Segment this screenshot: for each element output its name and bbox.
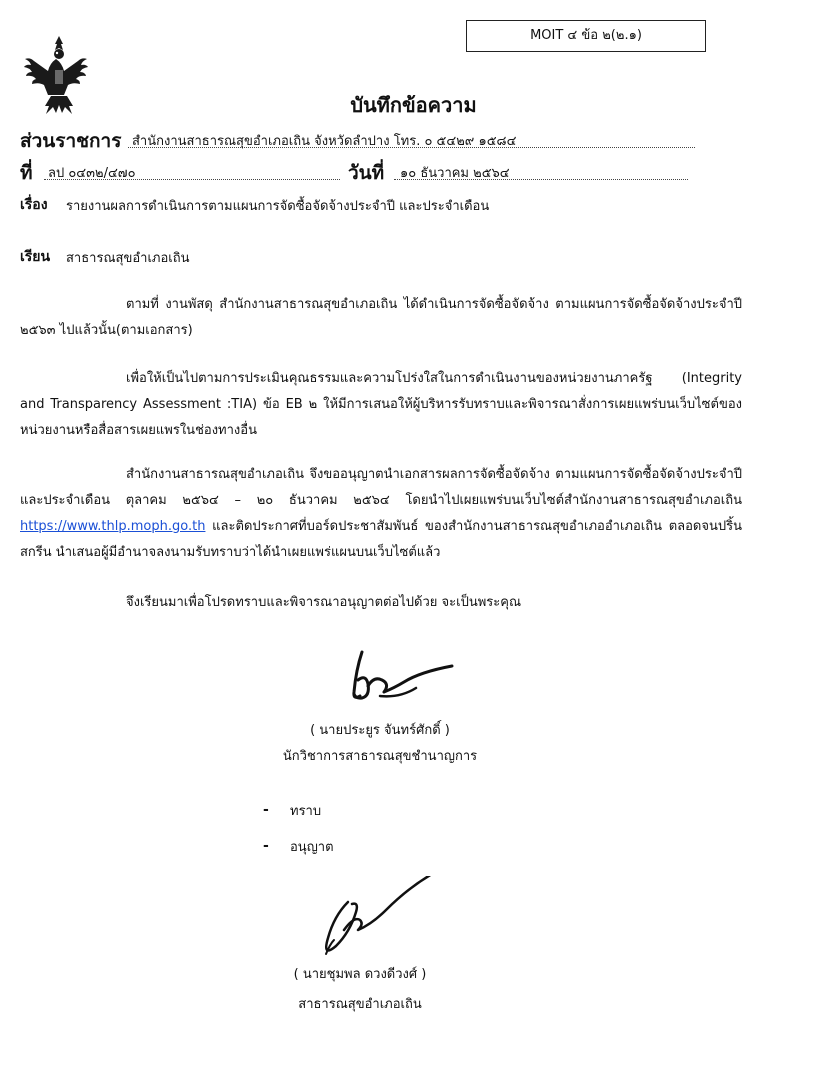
paragraph-3 — [20, 462, 742, 566]
signature-1-image — [340, 640, 470, 710]
decision-approve: อนุญาต — [290, 840, 334, 855]
salutation-value: สาธารณสุขอำเภอเถิน — [66, 251, 190, 266]
signer-2-name: ( นายชุมพล ดวงดีวงศ์ ) — [293, 967, 427, 982]
decision-acknowledge: ทราบ — [290, 804, 322, 819]
decision-dash-1: - — [263, 802, 269, 818]
agency-value: สำนักงานสาธารณสุขอำเภอเถิน จังหวัดลำปาง โทร. ๐ ๕๔๒๙ ๑๕๘๔ — [132, 134, 517, 149]
signature-2-image — [318, 876, 438, 960]
signer-1-name: ( นายประยูร จันทร์ศักดิ์ ) — [310, 723, 450, 738]
paragraph-3-end: และติดประกาศที่บอร์ดประชาสัมพันธ์ ของสำนักงานสาธารณสุขอำเภออำเภอเถิน ตลอดจนปริ้นสกรีน นำเสนอผู้มีอำนาจลงนามรับทราบว่าได้นำเผยแพร่แผนบนเว็บไซต์แล้ว — [20, 519, 742, 560]
ref-number: ลป ๐๔๓๒/๔๗๐ — [48, 166, 136, 181]
memo-title: บันทึกข้อความ — [350, 93, 477, 117]
paragraph-2: เพื่อให้เป็นไปตามการประเมินคุณธรรมและความโปร่งใสในการดำเนินงานของหน่วยงานภาครัฐ (Integrity and Transparency Assessment :TIA) ข้อ EB ๒ ให้มีการเสนอให้ผู้บริหารรับทราบและพิจารณาสั่งการเผยแพร่บนเว็บไซต์ของหน่วยงานหรือสื่อสารเผยแพรในช่องทางอื่น — [20, 371, 742, 438]
date-value: ๑๐ ธันวาคม ๒๕๖๔ — [400, 166, 510, 181]
signer-1-position: นักวิชาการสาธารณสุขชำนาญการ — [282, 749, 478, 764]
website-link[interactable]: https://www.thlp.moph.go.th — [20, 519, 206, 534]
paragraph-1: ตามที่ งานพัสดุ สำนักงานสาธารณสุขอำเภอเถิน ได้ดำเนินการจัดซื้อจัดจ้าง ตามแผนการจัดซื้อจัดจ้างประจำปี ๒๕๖๓ ไปแล้วนั้น(ตามเอกสาร) — [20, 297, 742, 338]
document-code-box — [466, 20, 706, 52]
date-label: วันที่ — [348, 162, 385, 184]
signer-2-position: สาธารณสุขอำเภอเถิน — [298, 997, 422, 1012]
document-code: MOIT ๔ ข้อ ๒(๒.๑) — [530, 28, 642, 43]
ref-label: ที่ — [20, 162, 33, 184]
agency-label: ส่วนราชการ — [20, 130, 122, 152]
subject-label: เรื่อง — [20, 197, 48, 213]
closing-line: จึงเรียนมาเพื่อโปรดทราบและพิจารณาอนุญาตต่อไปด้วย จะเป็นพระคุณ — [126, 595, 522, 610]
decision-dash-2: - — [263, 838, 269, 854]
subject-value: รายงานผลการดำเนินการตามแผนการจัดซื้อจัดจ้างประจำปี และประจำเดือน — [66, 199, 490, 214]
paragraph-3-start: สำนักงานสาธารณสุขอำเภอเถิน จึงขออนุญาตนำเอกสารผลการจัดซื้อจัดจ้าง ตามแผนการจัดซื้อจัดจ้างประจำปี และประจำเดือน ตุลาคม ๒๕๖๔ – ๒๐ ธันวาคม ๒๕๖๔ โดยนำไปเผยแพร่บนเว็บไซต์สำนักงานสาธารณสุขอำเภอเถิน — [20, 467, 742, 508]
salutation-label: เรียน — [20, 249, 51, 265]
